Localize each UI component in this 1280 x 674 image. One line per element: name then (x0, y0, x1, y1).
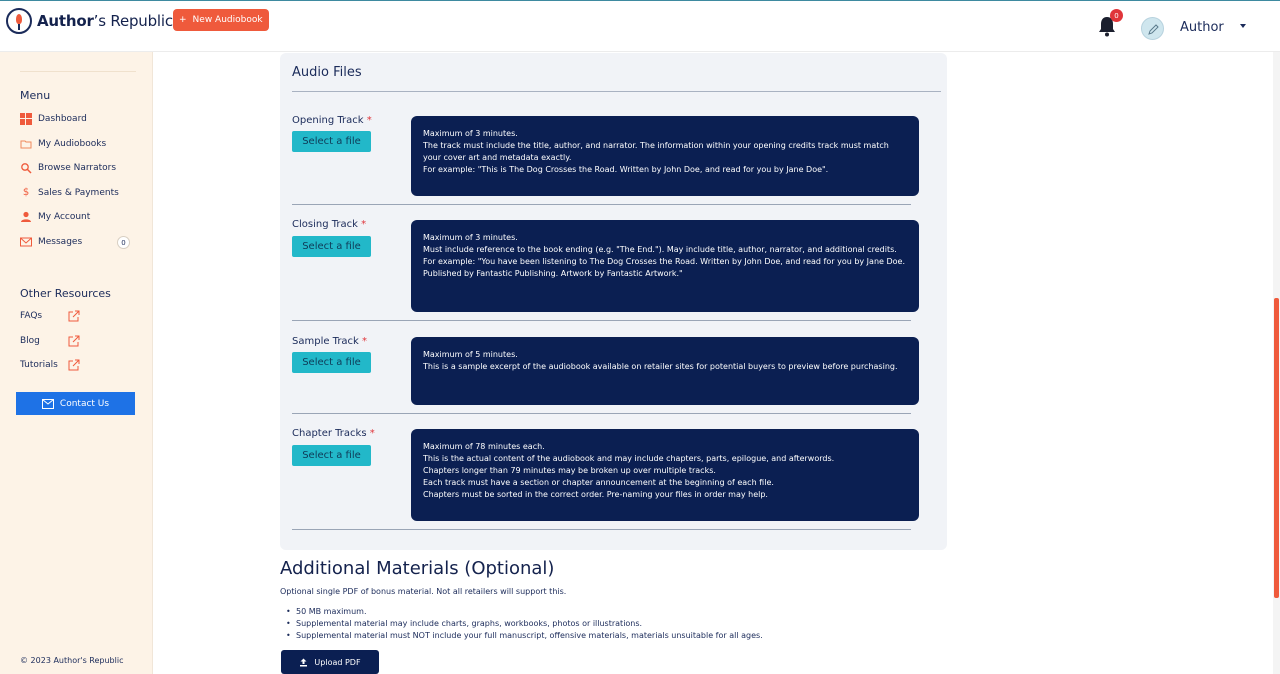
logo-icon (6, 8, 32, 34)
chapter-tracks-info: Maximum of 78 minutes each. This is the actual content of the audiobook and may include chapters, parts, epilogue, and afterwords. Chapters longer than 79 minutes may be broken up over multiple tracks. Each track must have a section or chapter announcement at the beginning of each file. Chapters must be sorted in the correct order. Pre-naming your files in order may help. (411, 429, 919, 521)
opening-track-label: Opening Track * (292, 115, 372, 126)
audio-files-title: Audio Files (292, 65, 362, 80)
external-link-icon (68, 359, 80, 371)
sidebar-divider (20, 71, 136, 72)
notification-badge: 0 (1110, 9, 1123, 22)
row-divider (292, 320, 911, 321)
closing-track-select-button[interactable]: Select a file (292, 236, 371, 257)
messages-count-badge: 0 (117, 236, 130, 249)
sidebar-item-label: My Account (38, 212, 91, 222)
opening-track-info: Maximum of 3 minutes. The track must include the title, author, and narrator. The information within your opening credits track must match your cover art and metadata exactly. For example: "This is The Dog Crosses the Road. Written by John Doe, and read for you by Jane Doe". (411, 116, 919, 196)
resource-label: FAQs (20, 311, 43, 321)
resource-label: Tutorials (20, 360, 58, 370)
upload-pdf-button[interactable] (281, 650, 379, 674)
sidebar (0, 52, 153, 674)
scrollbar-thumb[interactable] (1274, 298, 1279, 598)
sidebar-item-label: Sales & Payments (38, 188, 119, 198)
search-icon (20, 162, 32, 174)
sidebar-item-my-audiobooks[interactable] (20, 136, 106, 152)
mail-icon (20, 236, 32, 248)
new-audiobook-label: New Audiobook (192, 15, 263, 25)
resource-link-tutorials[interactable] (20, 357, 80, 373)
sample-track-label: Sample Track * (292, 336, 368, 347)
closing-track-info: Maximum of 3 minutes. Must include reference to the book ending (e.g. "The End."). May include title, author, narrator, and additional credits. For example: "You have been listening to The Dog Crosses the Road. Written by John Doe, and read for you by Jane Doe. Published by Fantastic Publishing. Artwork by Fantastic Artwork." (411, 220, 919, 312)
sidebar-item-label: Browse Narrators (38, 163, 117, 173)
title-divider (292, 91, 941, 92)
list-item: • Supplemental material may include charts, graphs, workbooks, photos or illustrations. (286, 618, 763, 630)
opening-track-select-button[interactable]: Select a file (292, 131, 371, 152)
other-resources-heading: Other Resources (20, 287, 111, 300)
logo[interactable] (6, 8, 173, 34)
external-link-icon (68, 310, 80, 322)
external-link-icon (68, 335, 80, 347)
sidebar-item-dashboard[interactable] (20, 111, 87, 127)
upload-pdf-label: Upload PDF (314, 657, 361, 667)
sample-track-select-button[interactable]: Select a file (292, 352, 371, 373)
resource-link-faqs[interactable] (20, 308, 80, 324)
sidebar-item-label: Messages (38, 237, 83, 247)
row-divider (292, 204, 911, 205)
list-item: • 50 MB maximum. (286, 606, 763, 618)
list-item: • Supplemental material must NOT include your full manuscript, offensive materials, materials unsuitable for all ages. (286, 630, 763, 642)
sidebar-item-label: Dashboard (38, 114, 87, 124)
sample-track-info: Maximum of 5 minutes. This is a sample excerpt of the audiobook available on retailer sites for potential buyers to preview before purchasing. (411, 337, 919, 405)
sidebar-item-sales-payments[interactable] (20, 185, 119, 201)
copyright: © 2023 Author's Republic (20, 656, 124, 665)
mail-icon (42, 399, 54, 409)
closing-track-label: Closing Track * (292, 219, 367, 230)
pencil-icon (1142, 18, 1165, 41)
plus-icon: + (179, 15, 187, 25)
resource-label: Blog (20, 336, 40, 346)
user-name[interactable]: Author (1180, 20, 1224, 35)
upload-icon (299, 658, 308, 667)
avatar[interactable] (1141, 17, 1164, 40)
logo-text: Author’s Republic (37, 12, 173, 30)
audio-files-card (280, 53, 947, 550)
row-divider (292, 529, 911, 530)
contact-us-label: Contact Us (59, 398, 110, 409)
new-audiobook-button[interactable] (173, 9, 269, 31)
dashboard-icon (20, 113, 32, 125)
chapter-tracks-label: Chapter Tracks * (292, 428, 375, 439)
sidebar-item-my-account[interactable] (20, 209, 90, 225)
additional-materials-subtitle: Optional single PDF of bonus material. Not all retailers will support this. (280, 587, 567, 596)
folder-icon (20, 138, 32, 150)
contact-us-button[interactable] (16, 392, 135, 415)
user-icon (20, 211, 32, 223)
dollar-icon: $ (22, 187, 30, 198)
additional-materials-title: Additional Materials (Optional) (280, 558, 555, 579)
resource-link-blog[interactable] (20, 333, 80, 349)
chapter-tracks-select-button[interactable]: Select a file (292, 445, 371, 466)
row-divider (292, 413, 911, 414)
additional-materials-list (286, 606, 763, 642)
chevron-down-icon[interactable] (1240, 24, 1246, 28)
menu-heading: Menu (20, 89, 51, 102)
top-bar (0, 0, 1280, 52)
sidebar-item-browse-narrators[interactable] (20, 160, 116, 176)
sidebar-item-messages[interactable] (20, 234, 82, 250)
sidebar-item-label: My Audiobooks (38, 139, 107, 149)
